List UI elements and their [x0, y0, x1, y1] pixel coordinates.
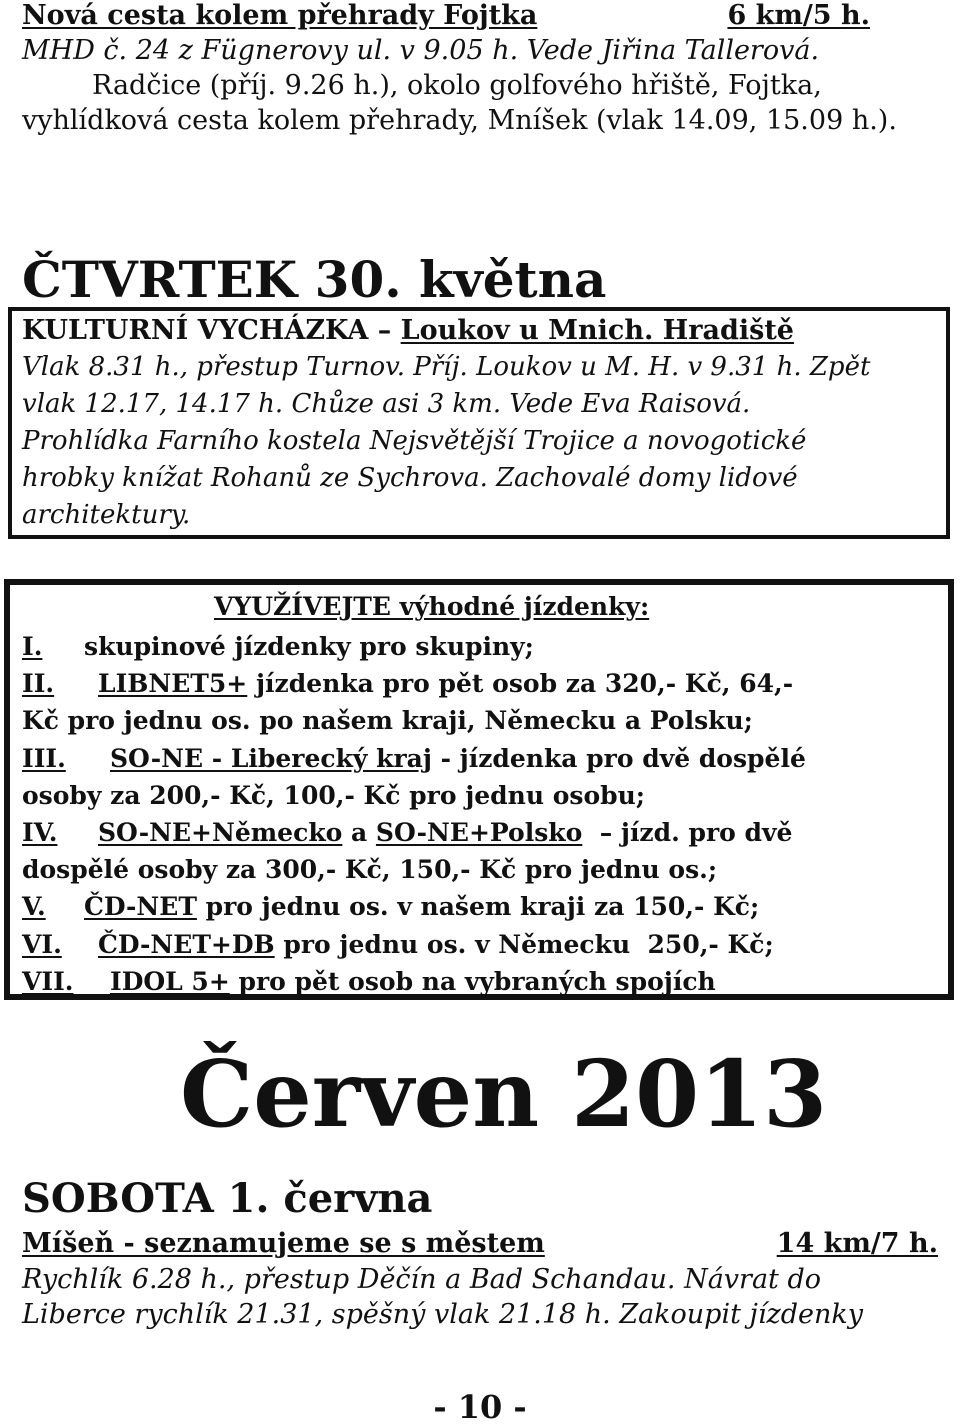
- ticket-description: Kč pro jednu os. po našem kraji, Německu a Polsku;: [22, 706, 753, 736]
- ticket-name: IDOL 5+: [110, 966, 230, 996]
- ticket-row: [22, 632, 938, 661]
- ticket-row: [22, 892, 938, 921]
- ticket-number: VII.: [22, 966, 74, 996]
- saturday-title-row: [22, 1228, 938, 1259]
- thursday-title-row: [22, 315, 938, 346]
- ticket-row: [22, 930, 938, 959]
- ticket-description: osoby za 200,- Kč, 100,- Kč pro jednu osobu;: [22, 780, 646, 810]
- ticket-name: SO-NE - Liberecký kraj: [110, 743, 432, 773]
- ticket-number: VI.: [22, 929, 62, 959]
- ticket-description: skupinové jízdenky pro skupiny;: [84, 632, 534, 661]
- saturday-distance: 14 km/7 h.: [776, 1228, 938, 1259]
- ticket-row: [22, 781, 938, 810]
- ticket-description: pro jednu os. v Německu 250,- Kč;: [274, 929, 774, 959]
- page-number: - 10 -: [433, 1388, 527, 1426]
- thursday-heading: ČTVRTEK 30. května: [22, 250, 607, 309]
- saturday-line2: Liberce rychlík 21.31, spěšný vlak 21.18 h. Zakoupit jízdenky: [22, 1299, 864, 1330]
- walk1-title-row: [22, 0, 938, 31]
- ticket-name: ČD-NET: [84, 892, 197, 922]
- walk1-distance: 6 km/5 h.: [727, 0, 870, 31]
- thursday-title-prefix: KULTURNÍ VYCHÁZKA –: [22, 315, 401, 346]
- ticket-row: [22, 818, 938, 847]
- ticket-description: jízdenka pro pět osob za 320,- Kč, 64,-: [247, 669, 794, 699]
- thursday-line5: architektury.: [22, 500, 191, 530]
- walk1-line2: Radčice (příj. 9.26 h.), okolo golfového hřiště, Fojtka,: [92, 70, 822, 101]
- thursday-line2: vlak 12.17, 14.17 h. Chůze asi 3 km. Vede Eva Raisová.: [22, 389, 751, 419]
- tickets-heading: VYUŽÍVEJTE výhodné jízdenky:: [214, 592, 650, 621]
- ticket-name: ČD-NET+DB: [98, 929, 275, 959]
- walk1-title: Nová cesta kolem přehrady Fojtka: [22, 0, 538, 31]
- saturday-heading: SOBOTA 1. června: [22, 1175, 433, 1222]
- ticket-description: pro jednu os. v našem kraji za 150,- Kč;: [196, 892, 760, 922]
- thursday-title-place: Loukov u Mnich. Hradiště: [400, 315, 794, 346]
- ticket-number: IV.: [22, 818, 58, 847]
- ticket-name: LIBNET5+: [98, 669, 248, 699]
- thursday-line4: hrobky knížat Rohanů ze Sychrova. Zachovalé domy lidové: [22, 463, 798, 493]
- ticket-name: SO-NE+Polsko: [375, 818, 583, 847]
- ticket-description: - jízdenka pro dvě dospělé: [431, 743, 806, 773]
- saturday-line1: Rychlík 6.28 h., přestup Děčín a Bad Schandau. Návrat do: [22, 1264, 822, 1295]
- ticket-number: II.: [22, 669, 55, 699]
- ticket-row: [22, 967, 938, 996]
- ticket-description: pro pět osob na vybraných spojích: [229, 966, 716, 996]
- thursday-line1: Vlak 8.31 h., přestup Turnov. Příj. Loukov u M. H. v 9.31 h. Zpět: [22, 352, 871, 382]
- saturday-title: Míšeň - seznamujeme se s městem: [22, 1228, 545, 1259]
- ticket-number: III.: [22, 743, 66, 773]
- ticket-row: [22, 744, 938, 773]
- ticket-row: [22, 706, 938, 735]
- ticket-connector: a: [342, 818, 376, 847]
- walk1-line1: MHD č. 24 z Fügnerovy ul. v 9.05 h. Vede Jiřina Tallerová.: [22, 35, 820, 66]
- walk1-line3: vyhlídková cesta kolem přehrady, Mníšek (vlak 14.09, 15.09 h.).: [22, 105, 897, 136]
- month-heading: Červen 2013: [180, 1040, 828, 1148]
- ticket-description: – jízd. pro dvě: [582, 818, 793, 847]
- thursday-line3: Prohlídka Farního kostela Nejsvětější Trojice a novogotické: [22, 426, 807, 456]
- ticket-row: [22, 855, 938, 884]
- ticket-description: dospělé osoby za 300,- Kč, 150,- Kč pro jednu os.;: [22, 855, 718, 885]
- ticket-name: SO-NE+Německo: [98, 818, 343, 847]
- ticket-row: [22, 669, 938, 698]
- ticket-number: V.: [22, 892, 46, 922]
- ticket-number: I.: [22, 632, 43, 661]
